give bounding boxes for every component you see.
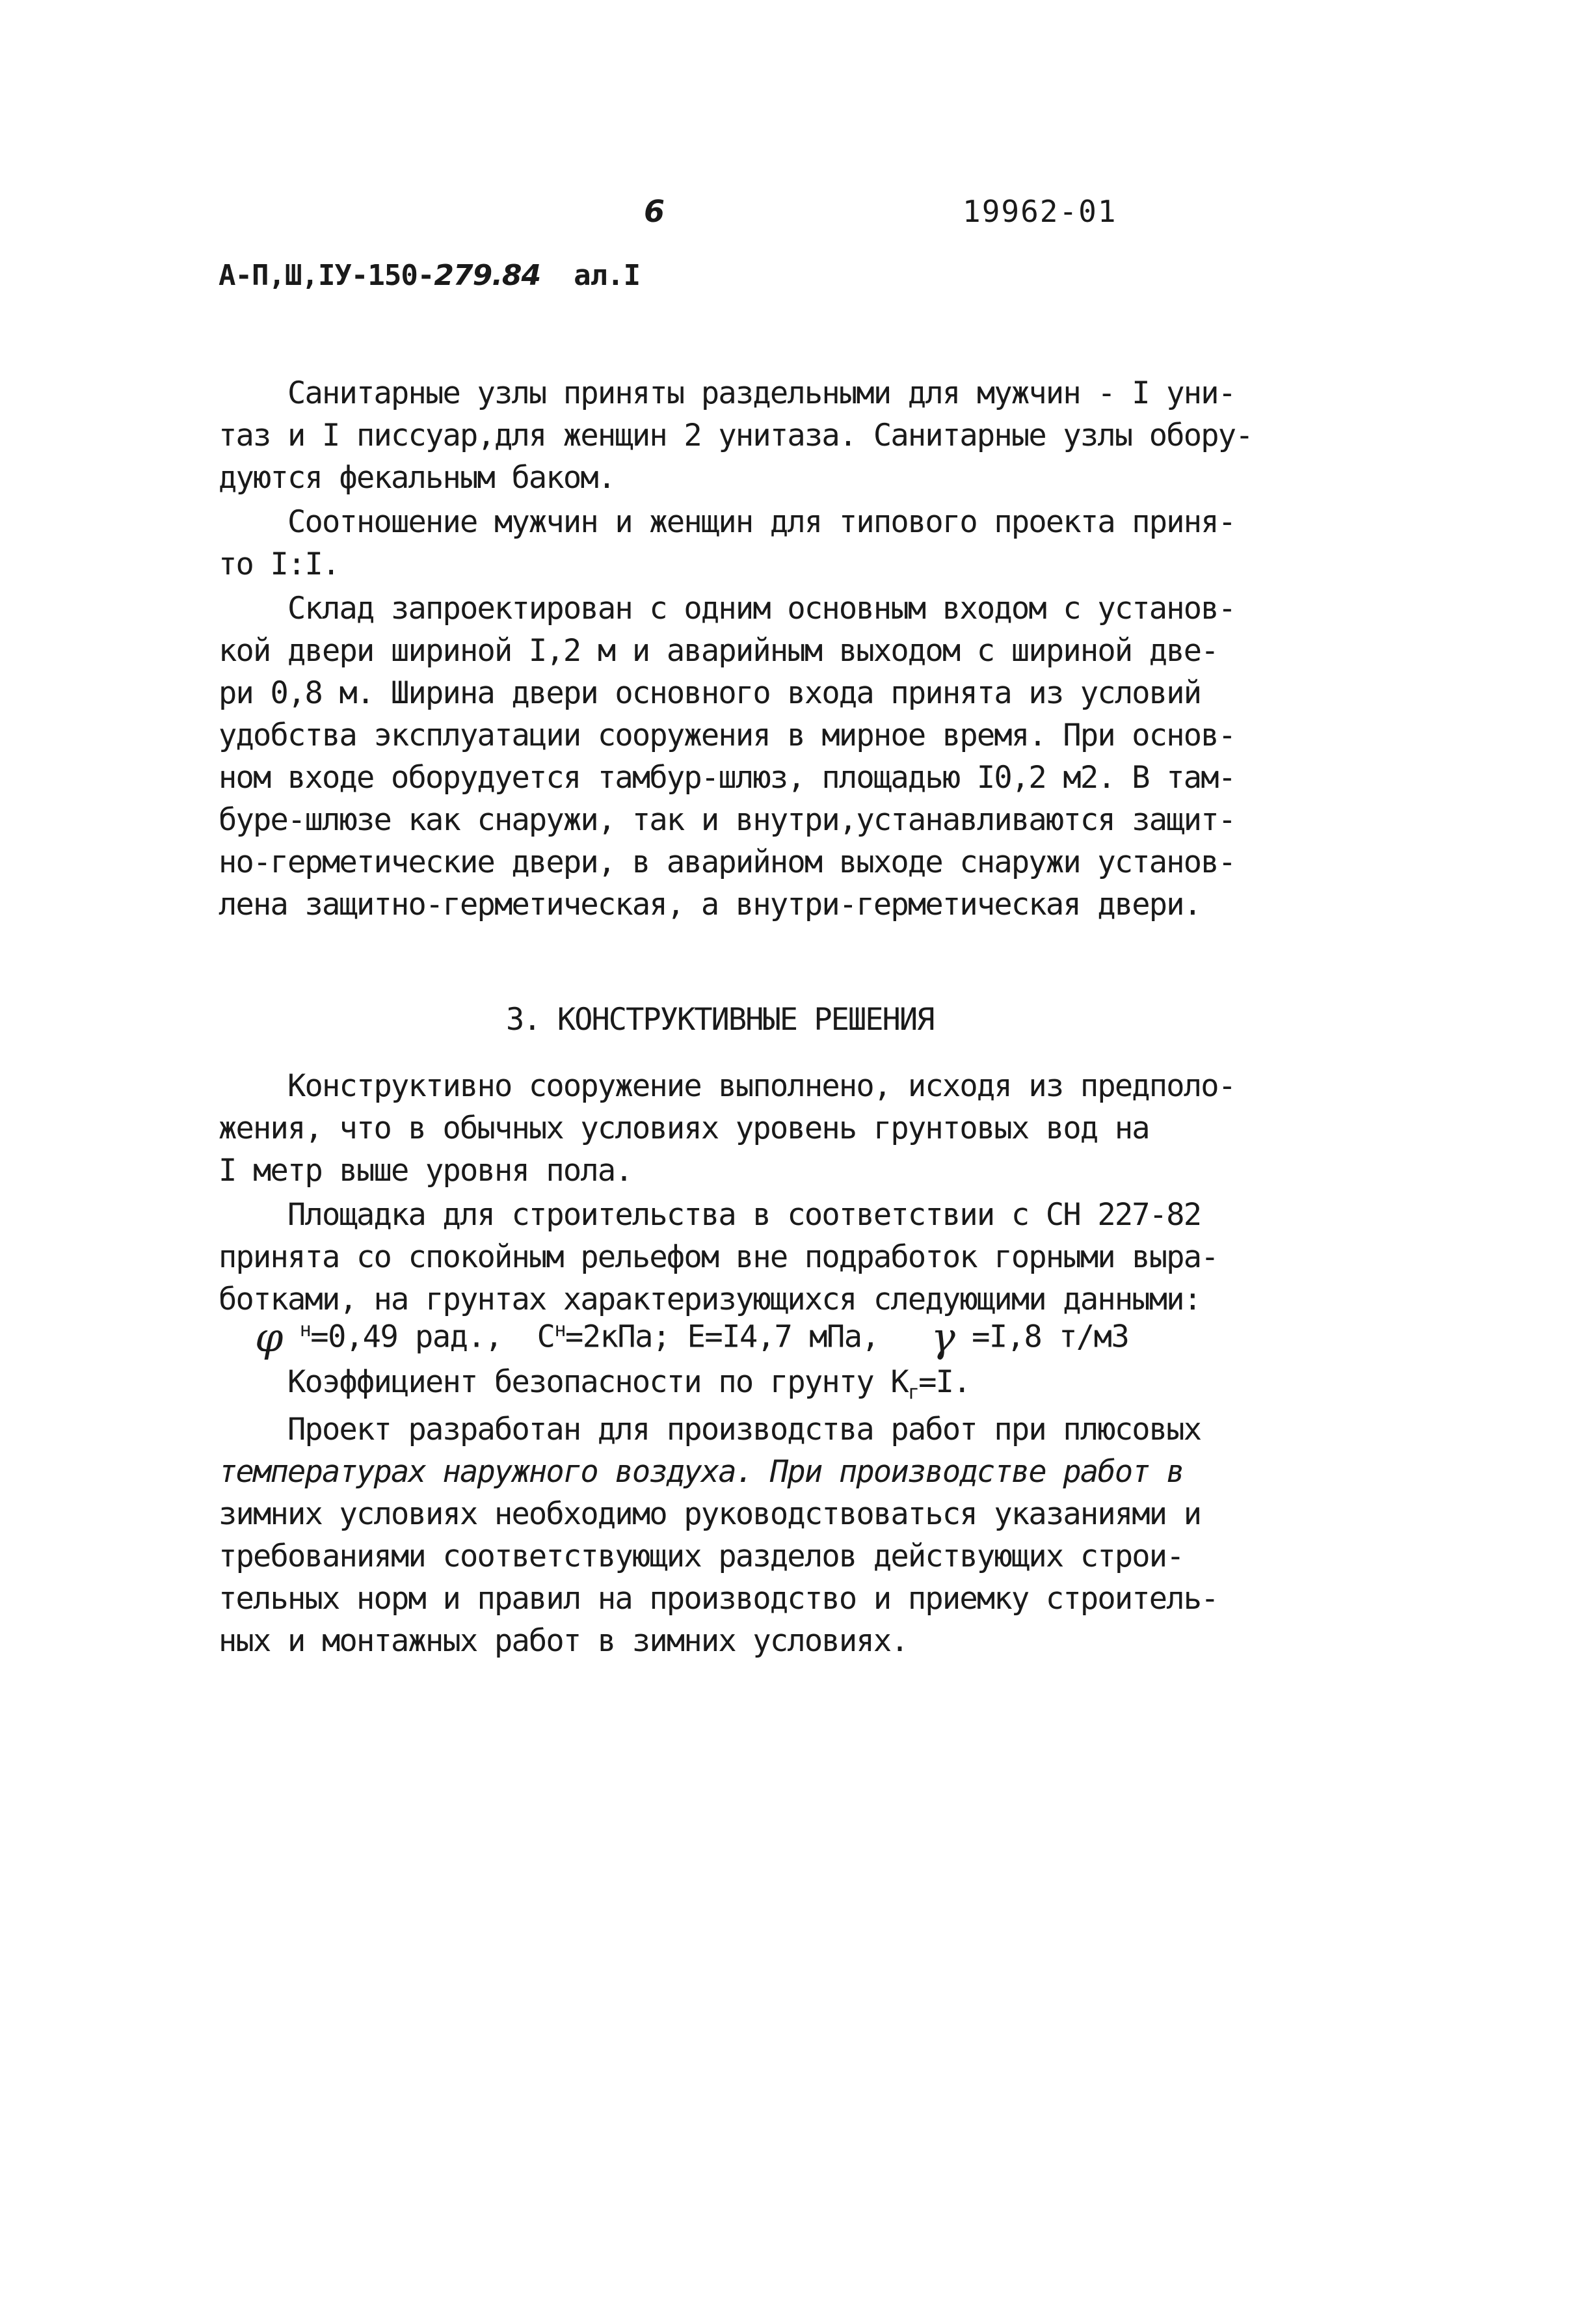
- text-line: Склад запроектирован с одним основным входом с установ-: [219, 591, 1236, 626]
- text-line: то I:I.: [219, 546, 339, 582]
- text-line: ном входе оборудуется тамбур-шлюз, площадью I0,2 м2. В там-: [219, 760, 1236, 796]
- safety-subscript: г: [907, 1381, 919, 1405]
- text-line: удобства эксплуатации сооружения в мирное время. При основ-: [219, 718, 1236, 753]
- c-superscript: н: [554, 1319, 565, 1341]
- gamma-value: =I,8 т/м3: [972, 1319, 1129, 1355]
- text-line: Проект разработан для производства работ при плюсовых: [219, 1412, 1201, 1447]
- text-line: лена защитно-герметическая, а внутри-герметическая двери.: [219, 887, 1201, 922]
- text-line: кой двери шириной I,2 м и аварийным выходом с шириной две-: [219, 633, 1218, 669]
- doc-code-prefix: А-П,Ш,IУ-150-: [219, 259, 434, 292]
- inventory-number: 19962-01: [963, 194, 1117, 229]
- text-line: буре-шлюзе как снаружи, так и внутри,устанавливаются защит-: [219, 802, 1236, 838]
- text-line: ботками, на грунтах характеризующихся следующими данными:: [219, 1282, 1201, 1317]
- phi-superscript: н: [299, 1319, 311, 1341]
- text-line: но-герметические двери, в аварийном выходе снаружи установ-: [219, 844, 1236, 880]
- text-line: ных и монтажных работ в зимних условиях.: [219, 1623, 908, 1659]
- soil-parameters-formula: [255, 1311, 1129, 1361]
- text-line: ри 0,8 м. Ширина двери основного входа принята из условий: [219, 675, 1201, 711]
- text-line: принята со спокойным рельефом вне подработок горными выра-: [219, 1239, 1218, 1275]
- safety-coefficient-line: [219, 1363, 970, 1412]
- text-line: Площадка для строительства в соответствии с СН 227-82: [219, 1197, 1201, 1233]
- text-line: зимних условиях необходимо руководствоваться указаниями и: [219, 1496, 1201, 1532]
- doc-code-suffix: ал.I: [540, 259, 641, 292]
- doc-code-year: 279.84: [434, 259, 541, 292]
- c-label: С: [537, 1319, 555, 1355]
- text-line: дуются фекальным баком.: [219, 460, 615, 496]
- text-line: тельных норм и правил на производство и приемку строитель-: [219, 1581, 1218, 1617]
- page-number: 6: [644, 194, 665, 229]
- gamma-symbol: γ: [931, 1313, 955, 1361]
- safety-value: =I.: [918, 1364, 970, 1400]
- safety-text: Коэффициент безопасности по грунту К: [219, 1364, 908, 1400]
- section-heading: 3. КОНСТРУКТИВНЫЕ РЕШЕНИЯ: [506, 1002, 934, 1038]
- text-line: Конструктивно сооружение выполнено, исходя из предполо-: [219, 1068, 1236, 1104]
- phi-symbol: φ: [255, 1313, 282, 1361]
- phi-value: =0,49 рад.,: [310, 1319, 503, 1355]
- text-line: требованиями соответствующих разделов действующих строи-: [219, 1539, 1184, 1574]
- c-value: =2кПа; Е=I4,7 мПа,: [565, 1319, 879, 1355]
- text-line: таз и I писсуар,для женщин 2 унитаза. Санитарные узлы обору-: [219, 418, 1253, 453]
- text-line: температурах наружного воздуха. При производстве работ в: [219, 1454, 1184, 1490]
- text-line: Соотношение мужчин и женщин для типового проекта приня-: [219, 504, 1236, 540]
- text-line: I метр выше уровня пола.: [219, 1153, 632, 1189]
- text-line: Санитарные узлы приняты раздельными для мужчин - I уни-: [219, 375, 1236, 411]
- document-code: [219, 259, 640, 292]
- text-line: жения, что в обычных условиях уровень грунтовых вод на: [219, 1110, 1149, 1146]
